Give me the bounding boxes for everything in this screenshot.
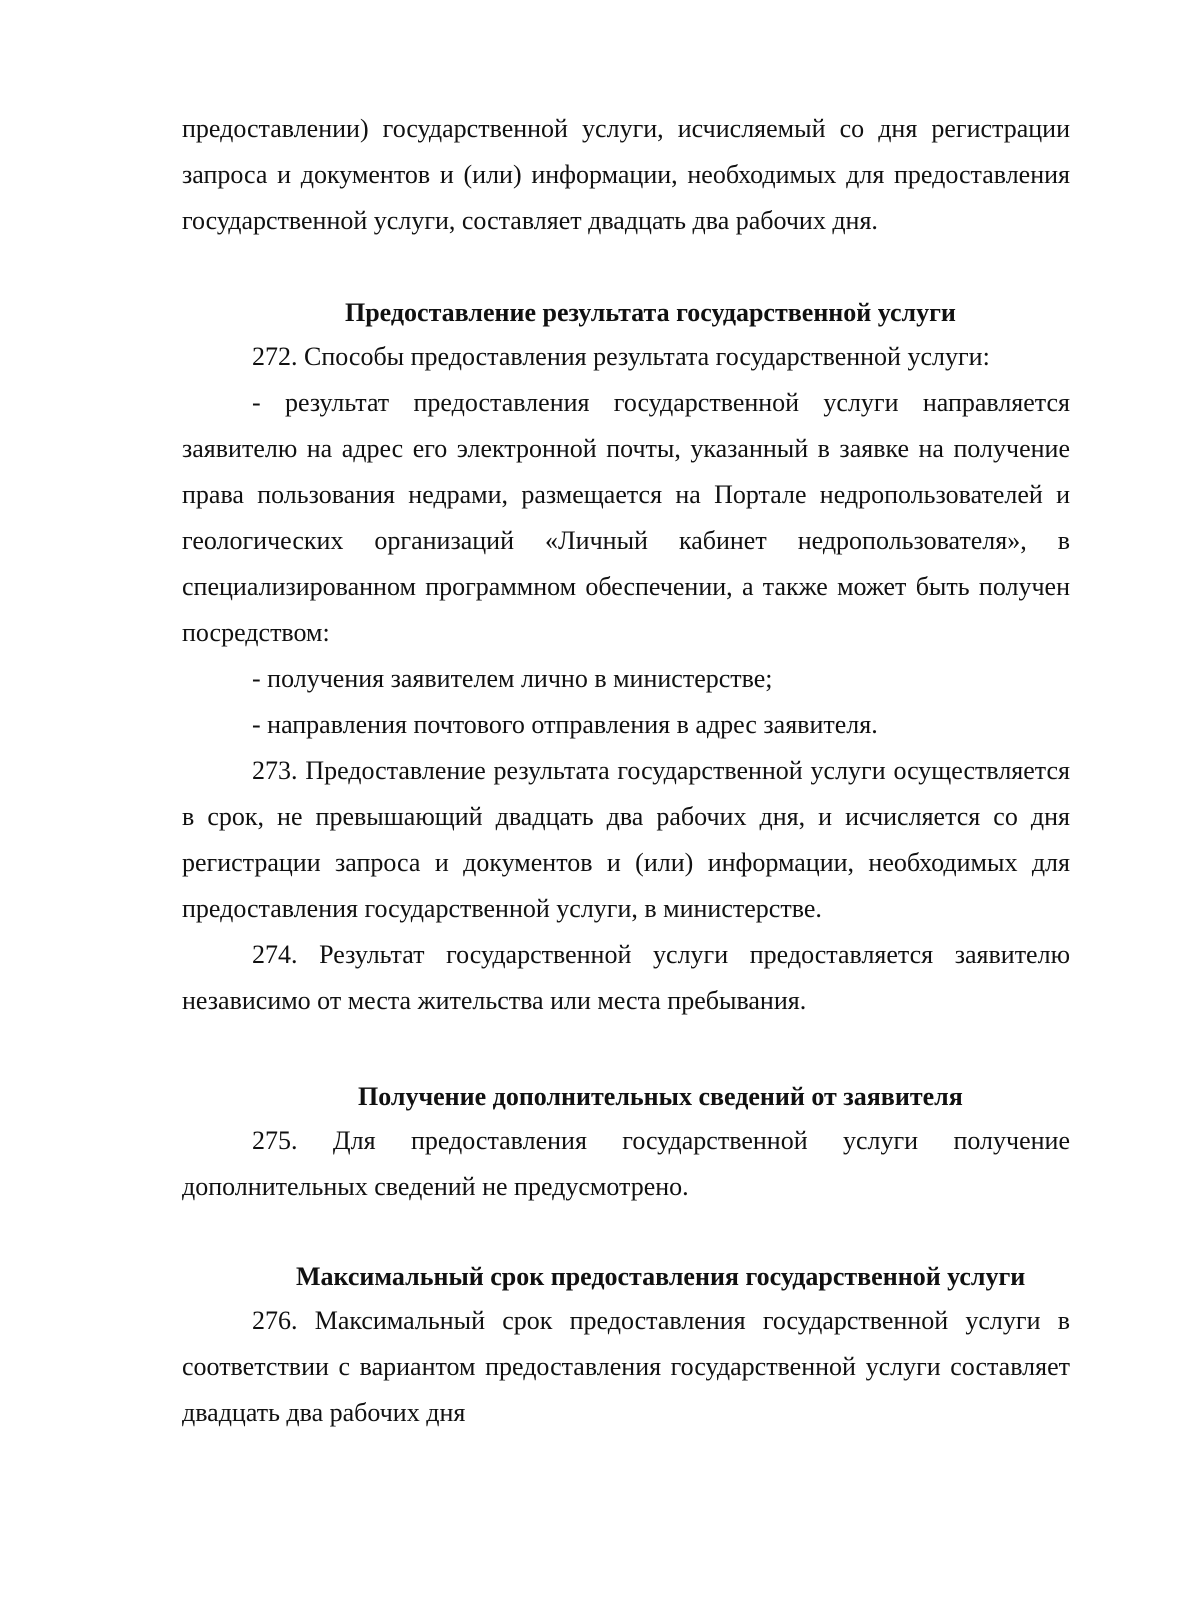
intro-paragraph-container [182,106,1070,244]
section-heading-additional-info: Получение дополнительных сведений от заявителя [358,1082,963,1111]
paragraph-272-item-3: - направления почтового отправления в адрес заявителя. [252,710,878,739]
paragraph-273: 273. Предоставление результата государственной услуги осуществляется в срок, не превышающий двадцать два рабочих дня, и исчисляется со дня регистрации запроса и документов и (или) информации, необходимых для предоставления государственной услуги, в министерстве. [182,756,1070,923]
paragraph-272-item-2: - получения заявителем лично в министерстве; [252,664,773,693]
section-heading-max-term: Максимальный срок предоставления государственной услуги [296,1262,1026,1291]
paragraph-272-item-1: - результат предоставления государственной услуги направляется заявителю на адрес его электронной почты, указанный в заявке на получение права пользования недрами, размещается на Портале недропользователей и геологических организаций «Личный кабинет недропользователя», в специализированном программном обеспечении, а также может быть получен посредством: [182,388,1070,647]
paragraph-274: 274. Результат государственной услуги предоставляется заявителю независимо от места жительства или места пребывания. [182,940,1070,1015]
intro-paragraph: предоставлении) государственной услуги, исчисляемый со дня регистрации запроса и документов и (или) информации, необходимых для предоставления государственной услуги, составляет двадцать два рабочих дня. [182,114,1070,235]
section-additional-body [182,1118,1070,1210]
section-result-body [182,334,1070,1024]
paragraph-272: 272. Способы предоставления результата государственной услуги: [252,342,990,371]
paragraph-275: 275. Для предоставления государственной услуги получение дополнительных сведений не предусмотрено. [182,1126,1070,1201]
section-max-term-body [182,1298,1070,1436]
section-heading-result: Предоставление результата государственной услуги [345,298,956,327]
paragraph-276: 276. Максимальный срок предоставления государственной услуги в соответствии с вариантом предоставления государственной услуги составляет двадцать два рабочих дня [182,1306,1070,1427]
